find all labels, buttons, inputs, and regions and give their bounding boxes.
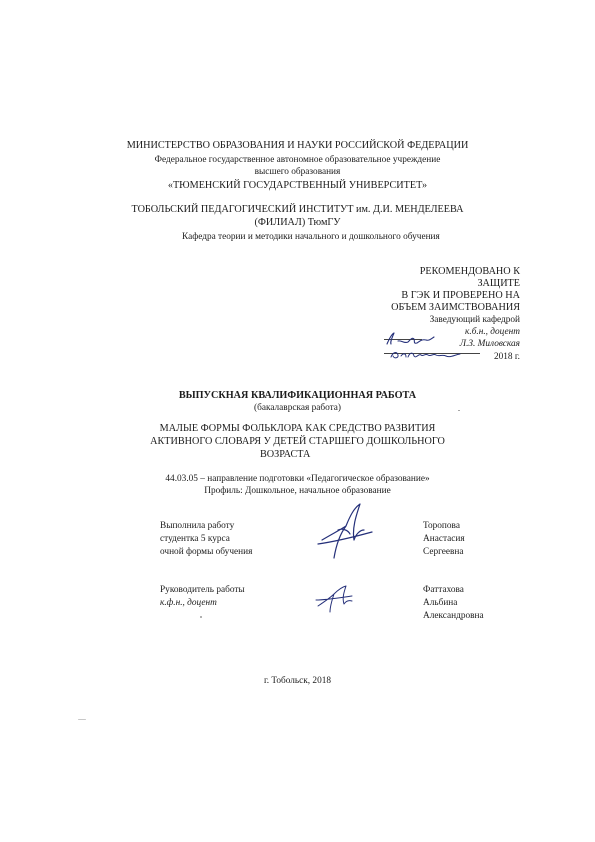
supervisor-surname: Фаттахова xyxy=(423,585,464,595)
approval-line-1: РЕКОМЕНДОВАНО К xyxy=(419,266,520,277)
branch-line-2: (ФИЛИАЛ) ТюмГУ xyxy=(254,217,341,228)
supervisor-label-2: к.ф.н., доцент xyxy=(160,598,217,608)
institution-line-1: Федеральное государственное автономное образовательное учреждение xyxy=(154,155,441,165)
title-line-2: АКТИВНОГО СЛОВАРЯ У ДЕТЕЙ СТАРШЕГО ДОШКОЛЬНОГО xyxy=(150,436,445,447)
title-line-1: МАЛЫЕ ФОРМЫ ФОЛЬКЛОРА КАК СРЕДСТВО РАЗВИТИЯ xyxy=(159,423,436,434)
author-patronymic: Сергеевна xyxy=(423,547,464,557)
profile-line: Профиль: Дошкольное, начальное образование xyxy=(204,486,391,496)
scan-speck xyxy=(458,410,460,411)
ministry-line: МИНИСТЕРСТВО ОБРАЗОВАНИЯ И НАУКИ РОССИЙСКОЙ ФЕДЕРАЦИИ xyxy=(126,140,469,151)
author-label-2: студентка 5 курса xyxy=(160,534,230,544)
work-level: (бакалаврская работа) xyxy=(254,403,341,413)
head-name: Л.З. Миловская xyxy=(459,339,520,349)
date-handwritten xyxy=(388,347,468,361)
supervisor-label-1: Руководитель работы xyxy=(160,585,245,595)
approval-line-4: ОБЪЕМ ЗАИМСТВОВАНИЯ xyxy=(391,302,520,313)
place-and-year: г. Тобольск, 2018 xyxy=(263,676,332,686)
approval-date-year: 2018 г. xyxy=(493,352,520,362)
approval-line-3: В ГЭК И ПРОВЕРЕНО НА xyxy=(401,290,520,301)
work-type: ВЫПУСКНАЯ КВАЛИФИКАЦИОННАЯ РАБОТА xyxy=(178,390,417,401)
scan-speck xyxy=(200,616,202,618)
department-name: Кафедра теории и методики начального и дошкольного обучения xyxy=(182,232,440,242)
institution-line-2: высшего образования xyxy=(254,167,341,177)
author-surname: Торопова xyxy=(423,521,460,531)
head-degree: к.б.н., доцент xyxy=(465,327,520,337)
title-line-3: ВОЗРАСТА xyxy=(260,449,311,460)
head-title: Заведующий кафедрой xyxy=(429,315,520,325)
supervisor-signature xyxy=(312,584,356,614)
author-signature xyxy=(310,500,380,562)
scan-speck xyxy=(78,719,86,720)
author-label-3: очной формы обучения xyxy=(160,547,253,557)
approval-line-2: ЗАЩИТЕ xyxy=(477,278,520,289)
direction-line: 44.03.05 – направление подготовки «Педагогическое образование» xyxy=(165,474,430,484)
supervisor-first-name: Альбина xyxy=(423,598,458,608)
author-first-name: Анастасия xyxy=(423,534,465,544)
branch-line-1: ТОБОЛЬСКИЙ ПЕДАГОГИЧЕСКИЙ ИНСТИТУТ им. Д.И. МЕНДЕЛЕЕВА xyxy=(131,204,464,215)
head-signature-handwritten xyxy=(384,331,436,347)
university-name: «ТЮМЕНСКИЙ ГОСУДАРСТВЕННЫЙ УНИВЕРСИТЕТ» xyxy=(167,180,428,191)
author-label-1: Выполнила работу xyxy=(160,521,235,531)
supervisor-patronymic: Александровна xyxy=(423,611,484,621)
